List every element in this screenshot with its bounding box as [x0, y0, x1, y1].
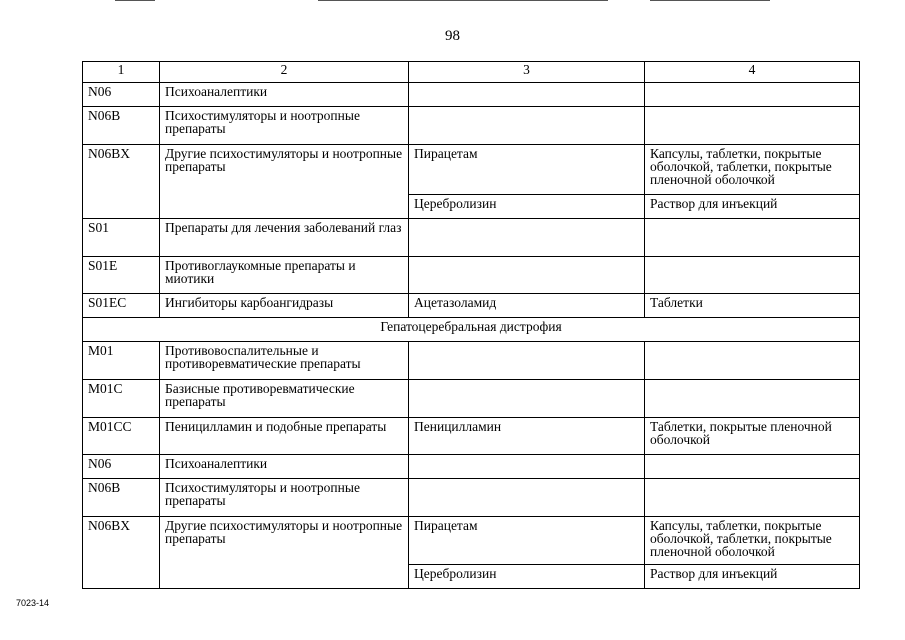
- form-cell: [645, 380, 860, 418]
- table-row: [83, 455, 860, 479]
- table-row: [83, 342, 860, 380]
- table-row: [83, 107, 860, 145]
- section-row: [83, 318, 860, 342]
- drug-cell: Пирацетам: [409, 517, 645, 565]
- table-row: [83, 145, 860, 195]
- form-cell: Раствор для инъекций: [645, 195, 860, 219]
- drug-cell: Церебролизин: [409, 565, 645, 589]
- form-cell: [645, 257, 860, 294]
- column-header: 4: [645, 62, 860, 83]
- form-cell: Капсулы, таблетки, покрытые оболочкой, таблетки, покрытые пленочной оболочкой: [645, 145, 860, 195]
- drug-cell: [409, 83, 645, 107]
- column-header: 1: [83, 62, 160, 83]
- table-row: [83, 380, 860, 418]
- group-cell: Противовоспалительные и противоревматические препараты: [160, 342, 409, 380]
- table-row: [83, 257, 860, 294]
- section-title: Гепатоцеребральная дистрофия: [83, 318, 860, 342]
- drug-cell: [409, 380, 645, 418]
- drug-table: [82, 61, 860, 589]
- drug-cell: [409, 107, 645, 145]
- group-cell: Базисные противоревматические препараты: [160, 380, 409, 418]
- drug-cell: Пеницилламин: [409, 418, 645, 455]
- table-row: [83, 517, 860, 565]
- drug-cell: [409, 455, 645, 479]
- group-cell: Противоглаукомные препараты и миотики: [160, 257, 409, 294]
- form-cell: Таблетки, покрытые пленочной оболочкой: [645, 418, 860, 455]
- drug-cell: [409, 479, 645, 517]
- drug-cell: Ацетазоламид: [409, 294, 645, 318]
- group-cell: Препараты для лечения заболеваний глаз: [160, 219, 409, 257]
- table-row: [83, 418, 860, 455]
- atc-code-cell: N06: [83, 83, 160, 107]
- atc-code-cell: S01E: [83, 257, 160, 294]
- table-row: [83, 294, 860, 318]
- drug-cell: [409, 219, 645, 257]
- table-row: [83, 479, 860, 517]
- form-cell: [645, 455, 860, 479]
- drug-cell: [409, 257, 645, 294]
- group-cell: Другие психостимуляторы и ноотропные препараты: [160, 517, 409, 589]
- atc-code-cell: M01: [83, 342, 160, 380]
- table-row: [83, 83, 860, 107]
- group-cell: Психостимуляторы и ноотропные препараты: [160, 479, 409, 517]
- top-scan-line: [318, 0, 608, 1]
- footer-code: 7023-14: [16, 598, 50, 608]
- group-cell: Психостимуляторы и ноотропные препараты: [160, 107, 409, 145]
- atc-code-cell: N06BX: [83, 145, 160, 219]
- form-cell: [645, 107, 860, 145]
- atc-code-cell: S01EC: [83, 294, 160, 318]
- table-header-row: [83, 62, 860, 83]
- column-header: 3: [409, 62, 645, 83]
- drug-cell: Пирацетам: [409, 145, 645, 195]
- form-cell: [645, 479, 860, 517]
- atc-code-cell: N06BX: [83, 517, 160, 589]
- form-cell: [645, 342, 860, 380]
- form-cell: Капсулы, таблетки, покрытые оболочкой, таблетки, покрытые пленочной оболочкой: [645, 517, 860, 565]
- top-scan-line: [650, 0, 770, 1]
- group-cell: Психоаналептики: [160, 455, 409, 479]
- group-cell: Другие психостимуляторы и ноотропные препараты: [160, 145, 409, 219]
- atc-code-cell: N06: [83, 455, 160, 479]
- form-cell: [645, 83, 860, 107]
- column-header: 2: [160, 62, 409, 83]
- form-cell: Таблетки: [645, 294, 860, 318]
- drug-cell: Церебролизин: [409, 195, 645, 219]
- drug-cell: [409, 342, 645, 380]
- page-number: 98: [445, 28, 460, 44]
- group-cell: Психоаналептики: [160, 83, 409, 107]
- form-cell: [645, 219, 860, 257]
- table-row: [83, 219, 860, 257]
- atc-code-cell: S01: [83, 219, 160, 257]
- atc-code-cell: N06B: [83, 479, 160, 517]
- atc-code-cell: N06B: [83, 107, 160, 145]
- form-cell: Раствор для инъекций: [645, 565, 860, 589]
- group-cell: Ингибиторы карбоангидразы: [160, 294, 409, 318]
- top-scan-line: [115, 0, 155, 1]
- atc-code-cell: M01CC: [83, 418, 160, 455]
- group-cell: Пеницилламин и подобные препараты: [160, 418, 409, 455]
- atc-code-cell: M01C: [83, 380, 160, 418]
